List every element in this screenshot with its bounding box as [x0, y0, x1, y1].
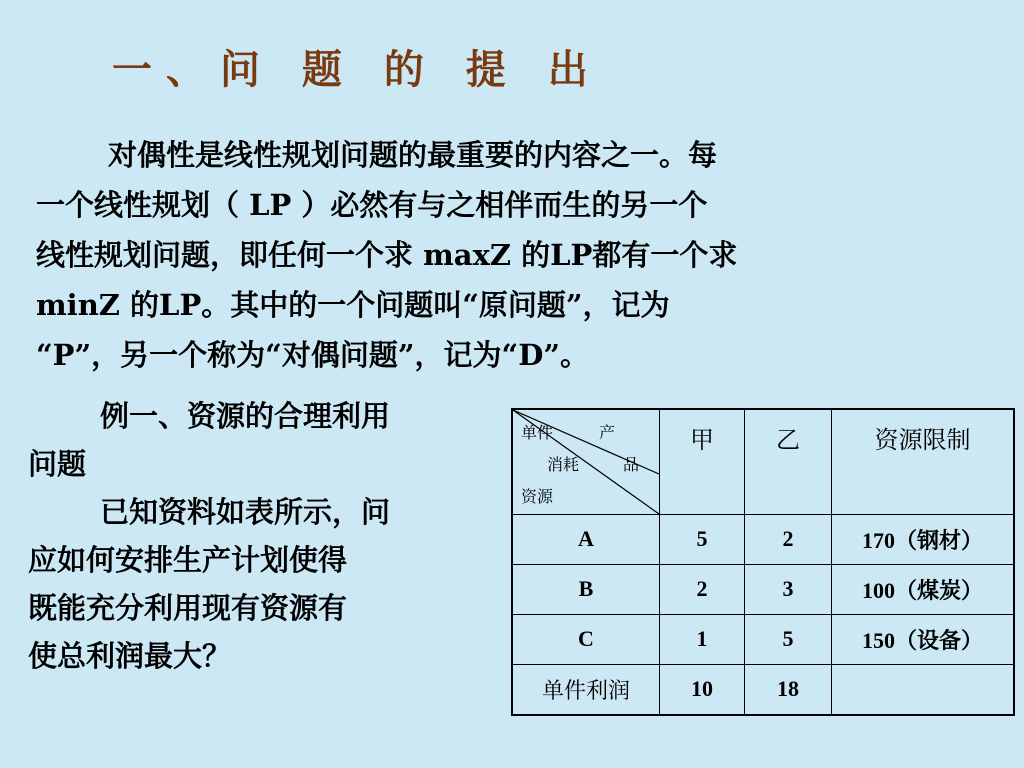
value-cell: 2 — [660, 564, 745, 614]
corner-label: 单件 — [521, 423, 554, 442]
header-cell: 乙 — [745, 409, 832, 515]
header-cell: 甲 — [660, 409, 745, 515]
value-cell: 18 — [745, 664, 832, 715]
header-cell: 资源限制 — [832, 409, 1015, 515]
intro-line: 线性规划问题，即任何一个求 maxZ 的LP都有一个求 — [36, 238, 738, 272]
resource-cell: C — [512, 614, 660, 664]
value-cell: 3 — [745, 564, 832, 614]
table-row — [512, 614, 1014, 664]
example-line: 使总利润最大？ — [28, 639, 232, 673]
example-line: 问题 — [28, 447, 87, 481]
limit-cell: 100（煤炭） — [832, 564, 1015, 614]
profit-label-cell: 单件利润 — [512, 664, 660, 715]
corner-label: 产 — [599, 423, 616, 442]
resource-cell: B — [512, 564, 660, 614]
intro-line: 对偶性是线性规划问题的最重要的内容之一。每 — [108, 138, 718, 172]
corner-label: 消耗 — [547, 455, 580, 474]
limit-cell: 150（设备） — [832, 614, 1015, 664]
example-line: 已知资料如表所示，问 — [100, 495, 391, 529]
table-corner-cell — [512, 409, 660, 515]
example-text — [28, 392, 498, 680]
table-row — [512, 515, 1014, 565]
slide-title: 一、问 题 的 提 出 — [112, 46, 602, 93]
intro-line: “P”，另一个称为“对偶问题”，记为“D”。 — [36, 338, 590, 372]
corner-label: 品 — [623, 455, 640, 474]
corner-label: 资源 — [521, 487, 554, 506]
limit-cell: 170（钢材） — [832, 515, 1015, 565]
limit-cell — [832, 664, 1015, 715]
intro-line: minZ 的LP。其中的一个问题叫“原问题”，记为 — [36, 288, 670, 322]
intro-paragraph — [36, 130, 986, 380]
resource-cell: A — [512, 515, 660, 565]
example-line: 既能充分利用现有资源有 — [28, 591, 348, 625]
value-cell: 5 — [745, 614, 832, 664]
table-row — [512, 564, 1014, 614]
table-header-row — [512, 409, 1014, 515]
example-line: 应如何安排生产计划使得 — [28, 543, 348, 577]
value-cell: 10 — [660, 664, 745, 715]
value-cell: 5 — [660, 515, 745, 565]
table-row-profit — [512, 664, 1014, 715]
value-cell: 1 — [660, 614, 745, 664]
example-line: 例一、资源的合理利用 — [100, 399, 391, 433]
intro-line: 一个线性规划（ LP ）必然有与之相伴而生的另一个 — [36, 188, 708, 222]
resource-table — [511, 408, 1015, 716]
value-cell: 2 — [745, 515, 832, 565]
